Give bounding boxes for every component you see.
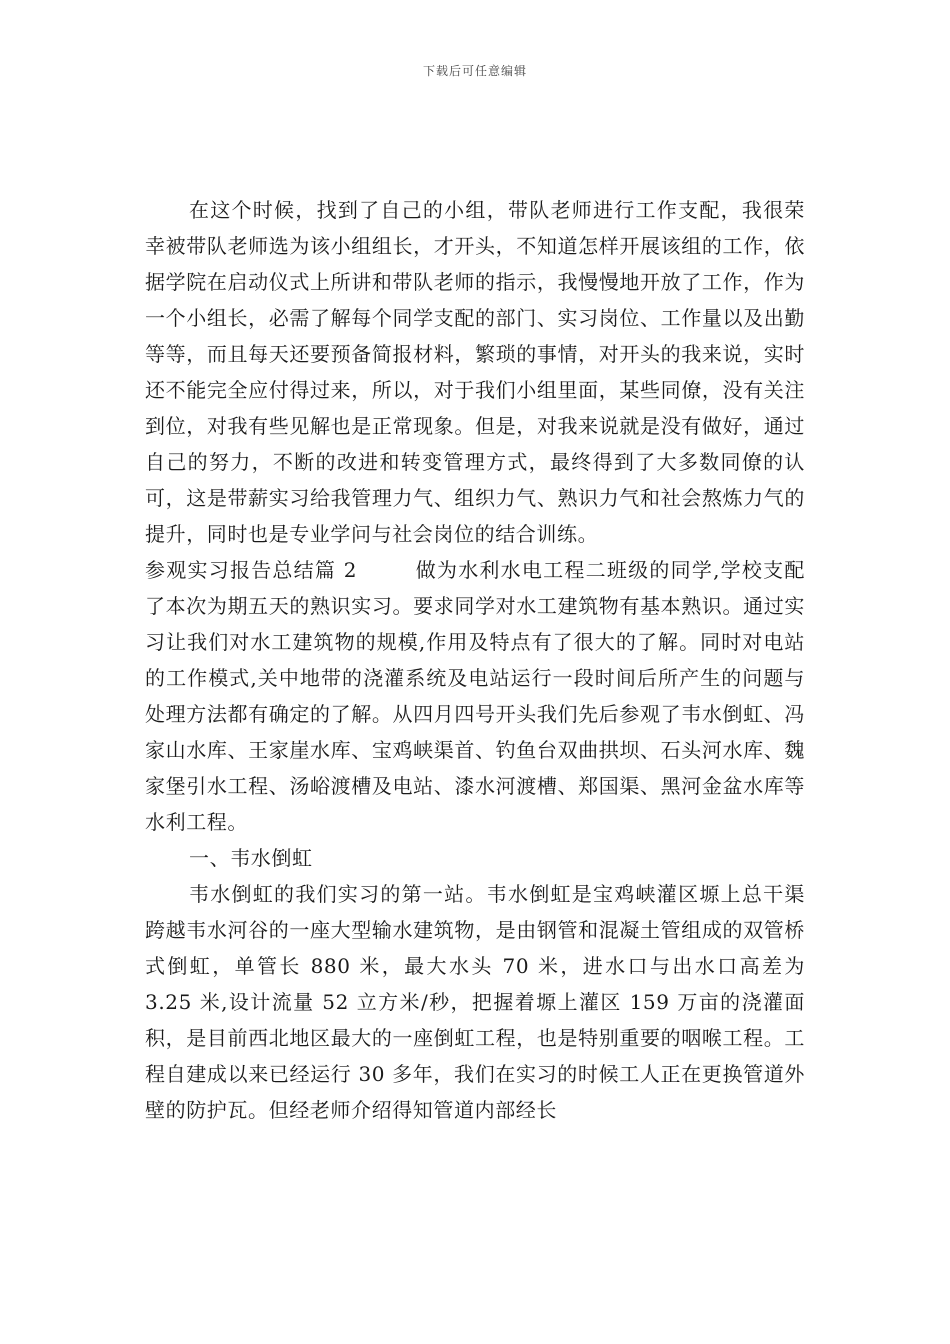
paragraph-2-text: 做为水利水电工程二班级的同学,学校支配了本次为期五天的熟识实习。要求同学对水工建筑物有基本熟识。通过实习让我们对水工建筑物的规模,作用及特点有了很大的了解。同时对电站的工作模式,关中地带的浇灌系统及电站运行一段时间后所产生的问题与处理方法都有确定的了解。从四月四号开头我们先后参观了韦水倒虹、冯家山水库、王家崖水库、宝鸡峡渠首、钓鱼台双曲拱坝、石头河水库、魏家堡引水工程、汤峪渡槽及电站、漆水河渡槽、郑国渠、黑河金盆水库等水利工程。 — [145, 558, 805, 834]
paragraph-3: 韦水倒虹的我们实习的第一站。韦水倒虹是宝鸡峡灌区塬上总干渠跨越韦水河谷的一座大型输水建筑物，是由钢管和混凝土管组成的双管桥式倒虹，单管长 880 米，最大水头 70 米，进水口与出水口高差为 3.25 米,设计流量 52 立方米/秒，把握着塬上灌区 159 万亩的浇灌面积，是目前西北地区最大的一座倒虹工程，也是特别重要的咽喉工程。工程自建成以来已经运行 30 多年，我们在实习的时候工人正在更换管道外壁的防护瓦。但经老师介绍得知管道内部经长 — [145, 882, 805, 1122]
document-body — [145, 192, 805, 1128]
section-title: 参观实习报告总结篇 2 — [145, 558, 358, 582]
header-note: 下载后可任意编辑 — [422, 64, 527, 78]
paragraph-1: 在这个时候，找到了自己的小组，带队老师进行工作支配，我很荣幸被带队老师选为该小组组长，才开头，不知道怎样开展该组的工作，依据学院在启动仪式上所讲和带队老师的指示，我慢慢地开放了工作，作为一个小组长，必需了解每个同学支配的部门、实习岗位、工作量以及出勤等等，而且每天还要预备简报材料，繁琐的事情，对开头的我来说，实时还不能完全应付得过来，所以，对于我们小组里面，某些同僚，没有关注到位，对我有些见解也是正常现象。但是，对我来说就是没有做好，通过自己的努力，不断的改进和转变管理方式，最终得到了大多数同僚的认可，这是带薪实习给我管理力气、组织力气、熟识力气和社会熬炼力气的提升，同时也是专业学问与社会岗位的结合训练。 — [145, 198, 805, 546]
paragraph-2 — [145, 552, 805, 840]
heading-1: 一、韦水倒虹 — [189, 846, 313, 870]
